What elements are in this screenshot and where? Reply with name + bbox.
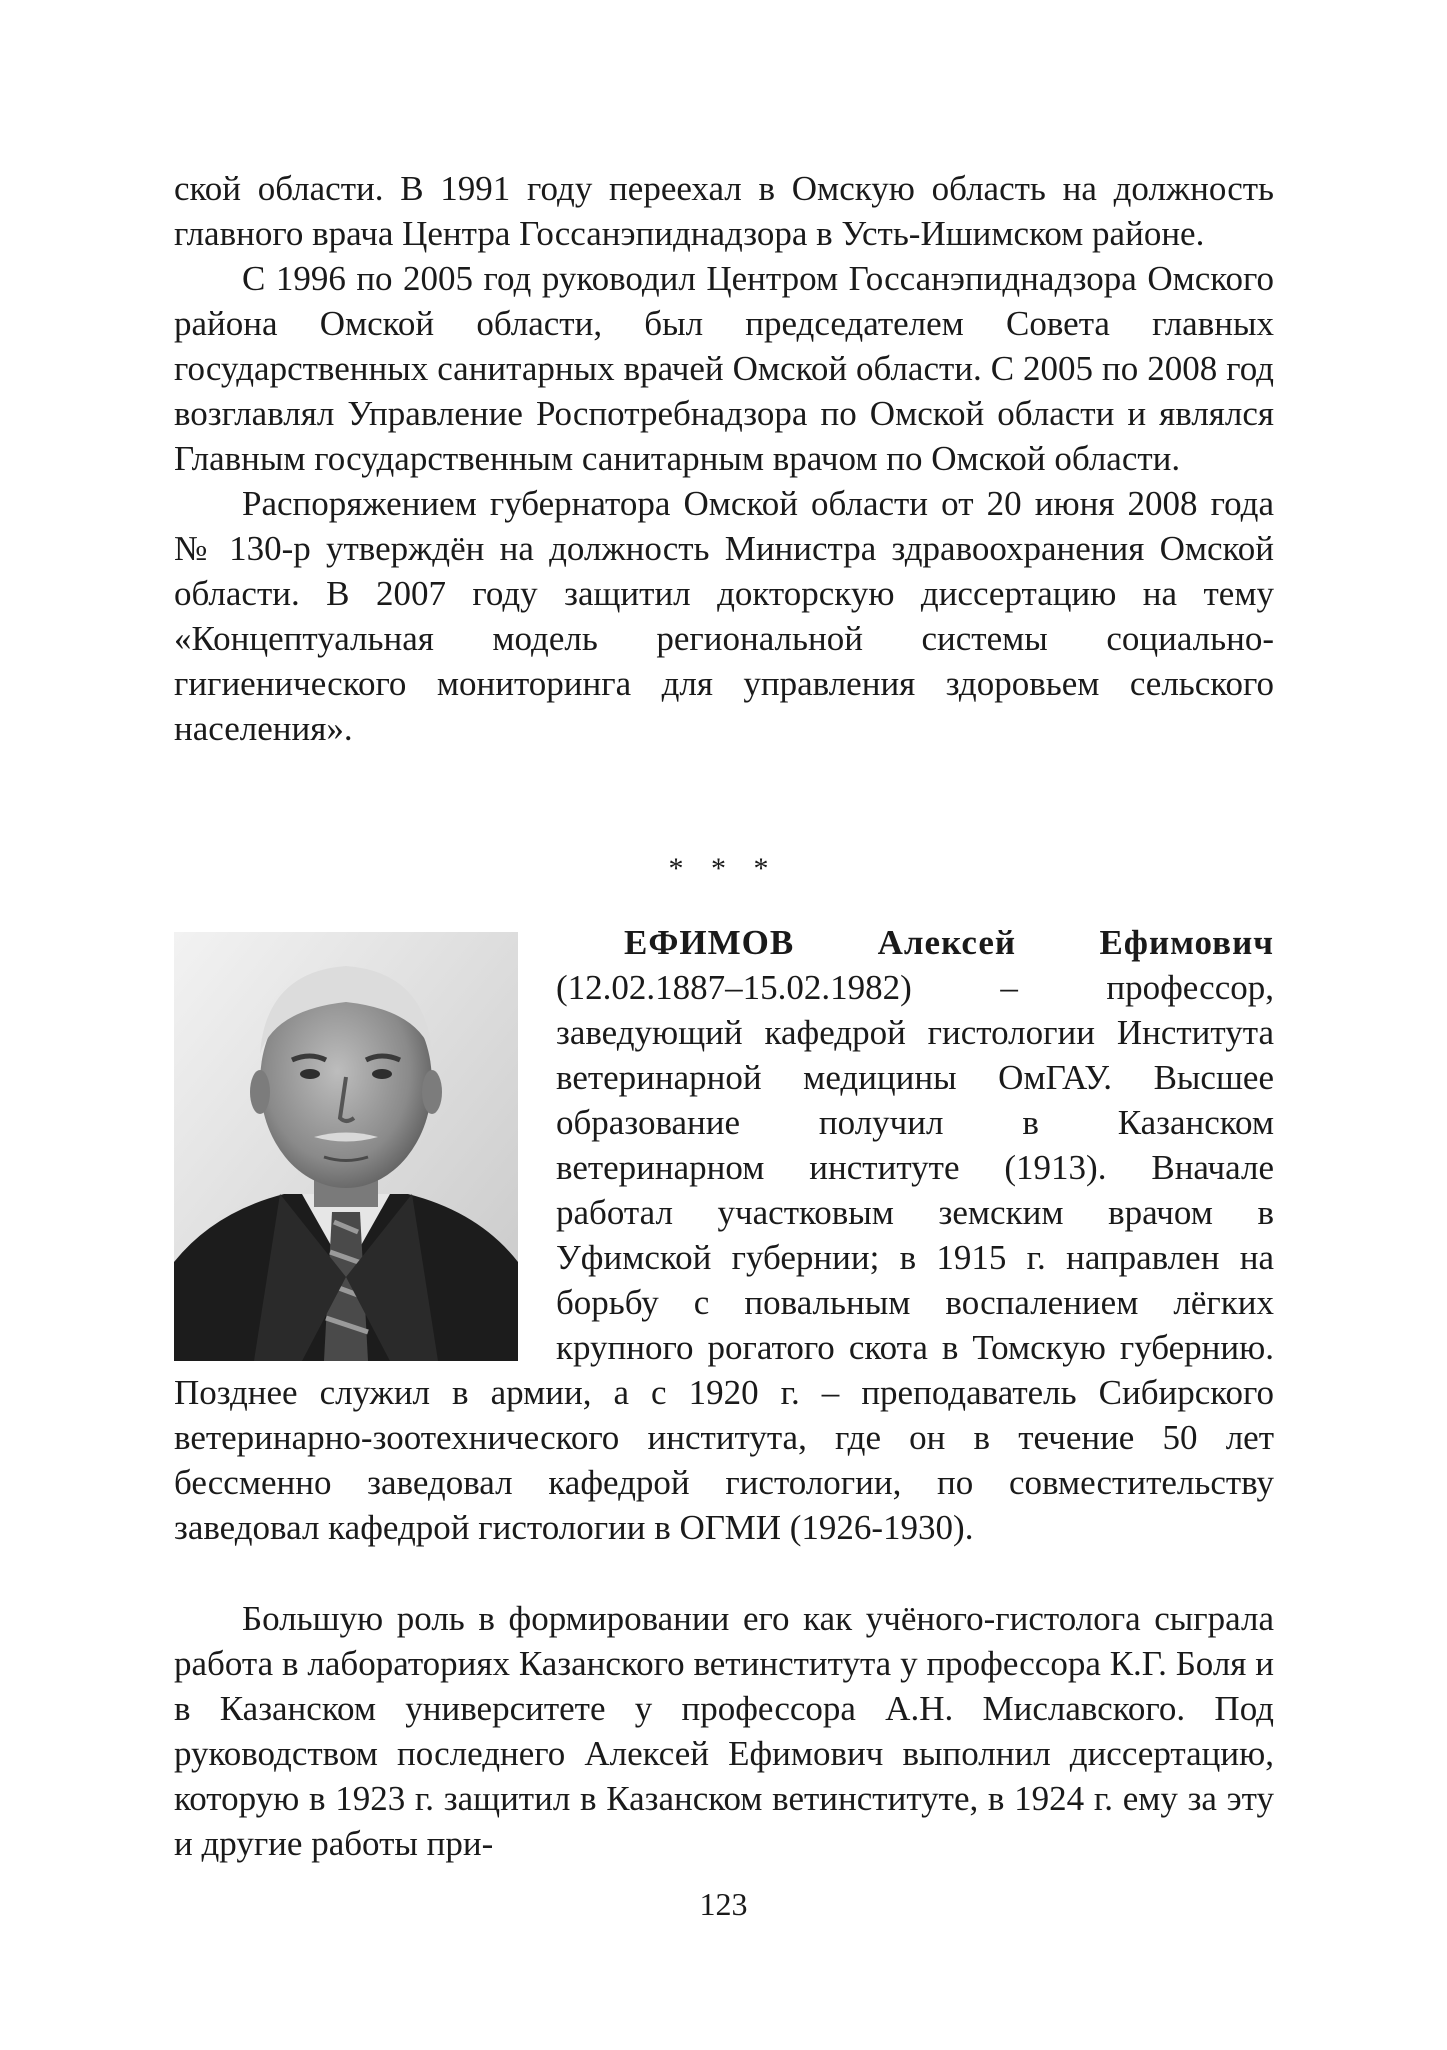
biography-text: (12.02.1887–15.02.1982) – профессор, заведующий кафедрой гистологии Института ветеринарной медицины ОмГАУ. Высшее образование получил в Казанском ветеринарном институте (1913). Вначале работал участковым земским врачом в Уфимской губернии; в 1915 г. направлен на борьбу с повальным воспалением лёгких крупного рогатого скота в Томскую губернию. Позднее служил в армии, а с 1920 г. – преподаватель Сибирского ветеринарно-зоотехнического института, где он в течение 50 лет бессменно заведовал кафедрой гистологии, по совместительству заведовал кафедрой гистологии в ОГМИ (1926-1930). (174, 968, 1274, 1547)
person-name: ЕФИМОВ Алексей Ефимович (624, 923, 1274, 962)
paragraph-influence: Большую роль в формировании его как учёного-гистолога сыграла работа в лабораториях Казанского ветинститута у профессора К.Г. Боля и в Казанском университете у профессора А.Н. Миславского. Под руководством последнего Алексей Ефимович выполнил диссертацию, которую в 1923 г. защитил в Казанском ветинституте, в 1924 г. ему за эту и другие работы при- (174, 1599, 1274, 1863)
paragraph-appointment: Распоряжением губернатора Омской области от 20 июня 2008 года № 130-р утверждён на должность Министра здравоохранения Омской области. В 2007 году защитил докторскую диссертацию на тему «Концептуальная модель региональной системы социально-гигиенического мониторинга для управления здоровьем сельского населения». (174, 484, 1274, 748)
page-number: 123 (699, 1886, 748, 1922)
paragraph-career: С 1996 по 2005 год руководил Центром Госсанэпиднадзора Омского района Омской области, был председателем Совета главных государственных санитарных врачей Омской области. С 2005 по 2008 год возглавлял Управление Роспотребнадзора по Омской области и являлся Главным государственным санитарным врачом по Омской области. (174, 259, 1274, 478)
top-text-block (174, 166, 1274, 751)
bottom-text-block (174, 1596, 1274, 1866)
portrait-photo (174, 932, 518, 1361)
paragraph-continuation: ской области. В 1991 году переехал в Омскую область на должность главного врача Центра Госсанэпиднадзора в Усть-Ишимском районе. (174, 169, 1274, 253)
section-separator: * * * (668, 852, 779, 885)
biography-entry (174, 920, 1274, 1550)
